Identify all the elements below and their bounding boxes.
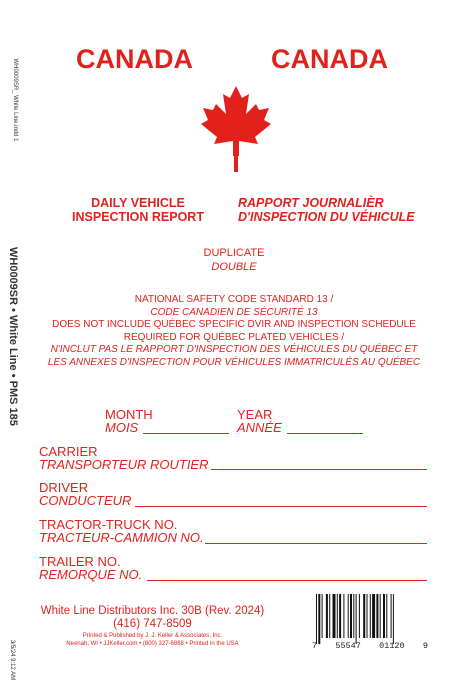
product-code-text: WH0009SR • White Line • PMS 185 [7, 247, 19, 426]
canada-heading-left: CANADA [76, 44, 193, 74]
printed-by-line2: Neenah, WI • JJKeller.com • (800) 327-6868 • Printed in the USA [66, 641, 239, 647]
report-title-en [68, 196, 208, 224]
report-title-en-line1: DAILY VEHICLE [91, 196, 185, 210]
print-timestamp-text: 3/5/24 9:12 AM [9, 639, 15, 681]
year-label: YEAR [237, 407, 273, 422]
trailer-label-fr: REMORQUE NO. [39, 567, 143, 582]
upc-digits [312, 641, 428, 651]
publisher-text: White Line Distributors Inc. 30B (Rev. 2024) [40, 605, 265, 617]
notice-line5: N'INCLUT PAS LE RAPPORT D'INSPECTION DES VÉHICULES DU QUÉBEC ET [50, 344, 418, 355]
carrier-label: CARRIER [39, 444, 98, 459]
trailer-input-line[interactable] [147, 580, 427, 581]
notice-line4: REQUIRED FOR QUÉBEC PLATED VEHICLES / [123, 331, 345, 343]
trailer-label: TRAILER NO. [39, 554, 121, 569]
month-label: MONTH [105, 407, 153, 422]
copy-type [0, 246, 468, 274]
copy-type-en: DUPLICATE [203, 247, 265, 259]
maple-leaf-icon [201, 86, 271, 172]
notice-line1: NATIONAL SAFETY CODE STANDARD 13 / [134, 294, 334, 305]
tractor-label: TRACTOR-TRUCK NO. [39, 517, 178, 532]
year-label-fr: ANNÉE [237, 420, 282, 435]
driver-label-fr: CONDUCTEUR [39, 493, 132, 508]
upc-digit-first: 7 [312, 641, 318, 651]
carrier-label-fr: TRANSPORTEUR ROUTIER [39, 457, 209, 472]
printed-by-line1: Printed & Published by J. J. Keller & Associates, Inc. [82, 633, 223, 639]
report-title-fr-line1: RAPPORT JOURNALIÈR [238, 196, 384, 210]
driver-input-line[interactable] [135, 506, 427, 507]
tractor-input-line[interactable] [205, 543, 427, 544]
upc-barcode [312, 594, 426, 646]
canada-heading-right: CANADA [271, 44, 388, 74]
safety-code-notice [0, 294, 468, 369]
month-label-fr: MOIS [105, 420, 139, 435]
notice-line2: CODE CANADIEN DE SÉCURITÉ 13 [150, 306, 318, 318]
report-title-fr [238, 196, 428, 224]
report-title-fr-line2: D'INSPECTION DU VÉHICULE [238, 210, 415, 224]
copy-type-fr: DOUBLE [211, 261, 257, 273]
tractor-label-fr: TRACTEUR-CAMMION NO. [39, 530, 204, 545]
upc-digit-group2: 01120 [379, 641, 405, 651]
publisher-phone: (416) 747-8509 [113, 618, 192, 630]
file-name-text: WH0009SR_ White Line.indd 1 [12, 58, 18, 142]
upc-digit-last: 9 [422, 641, 428, 651]
notice-line6: LES ANNEXES D'INSPECTION POUR VÉHICULES IMMATRICULÉS AU QUÉBEC [47, 356, 421, 368]
driver-label: DRIVER [39, 480, 89, 495]
carrier-input-line[interactable] [211, 469, 427, 470]
year-input-line[interactable] [287, 433, 363, 434]
report-title-en-line2: INSPECTION REPORT [72, 210, 204, 224]
month-input-line[interactable] [143, 433, 229, 434]
upc-digit-group1: 55547 [335, 641, 361, 651]
notice-line3: DOES NOT INCLUDE QUÉBEC SPECIFIC DVIR AND INSPECTION SCHEDULE [52, 319, 416, 330]
